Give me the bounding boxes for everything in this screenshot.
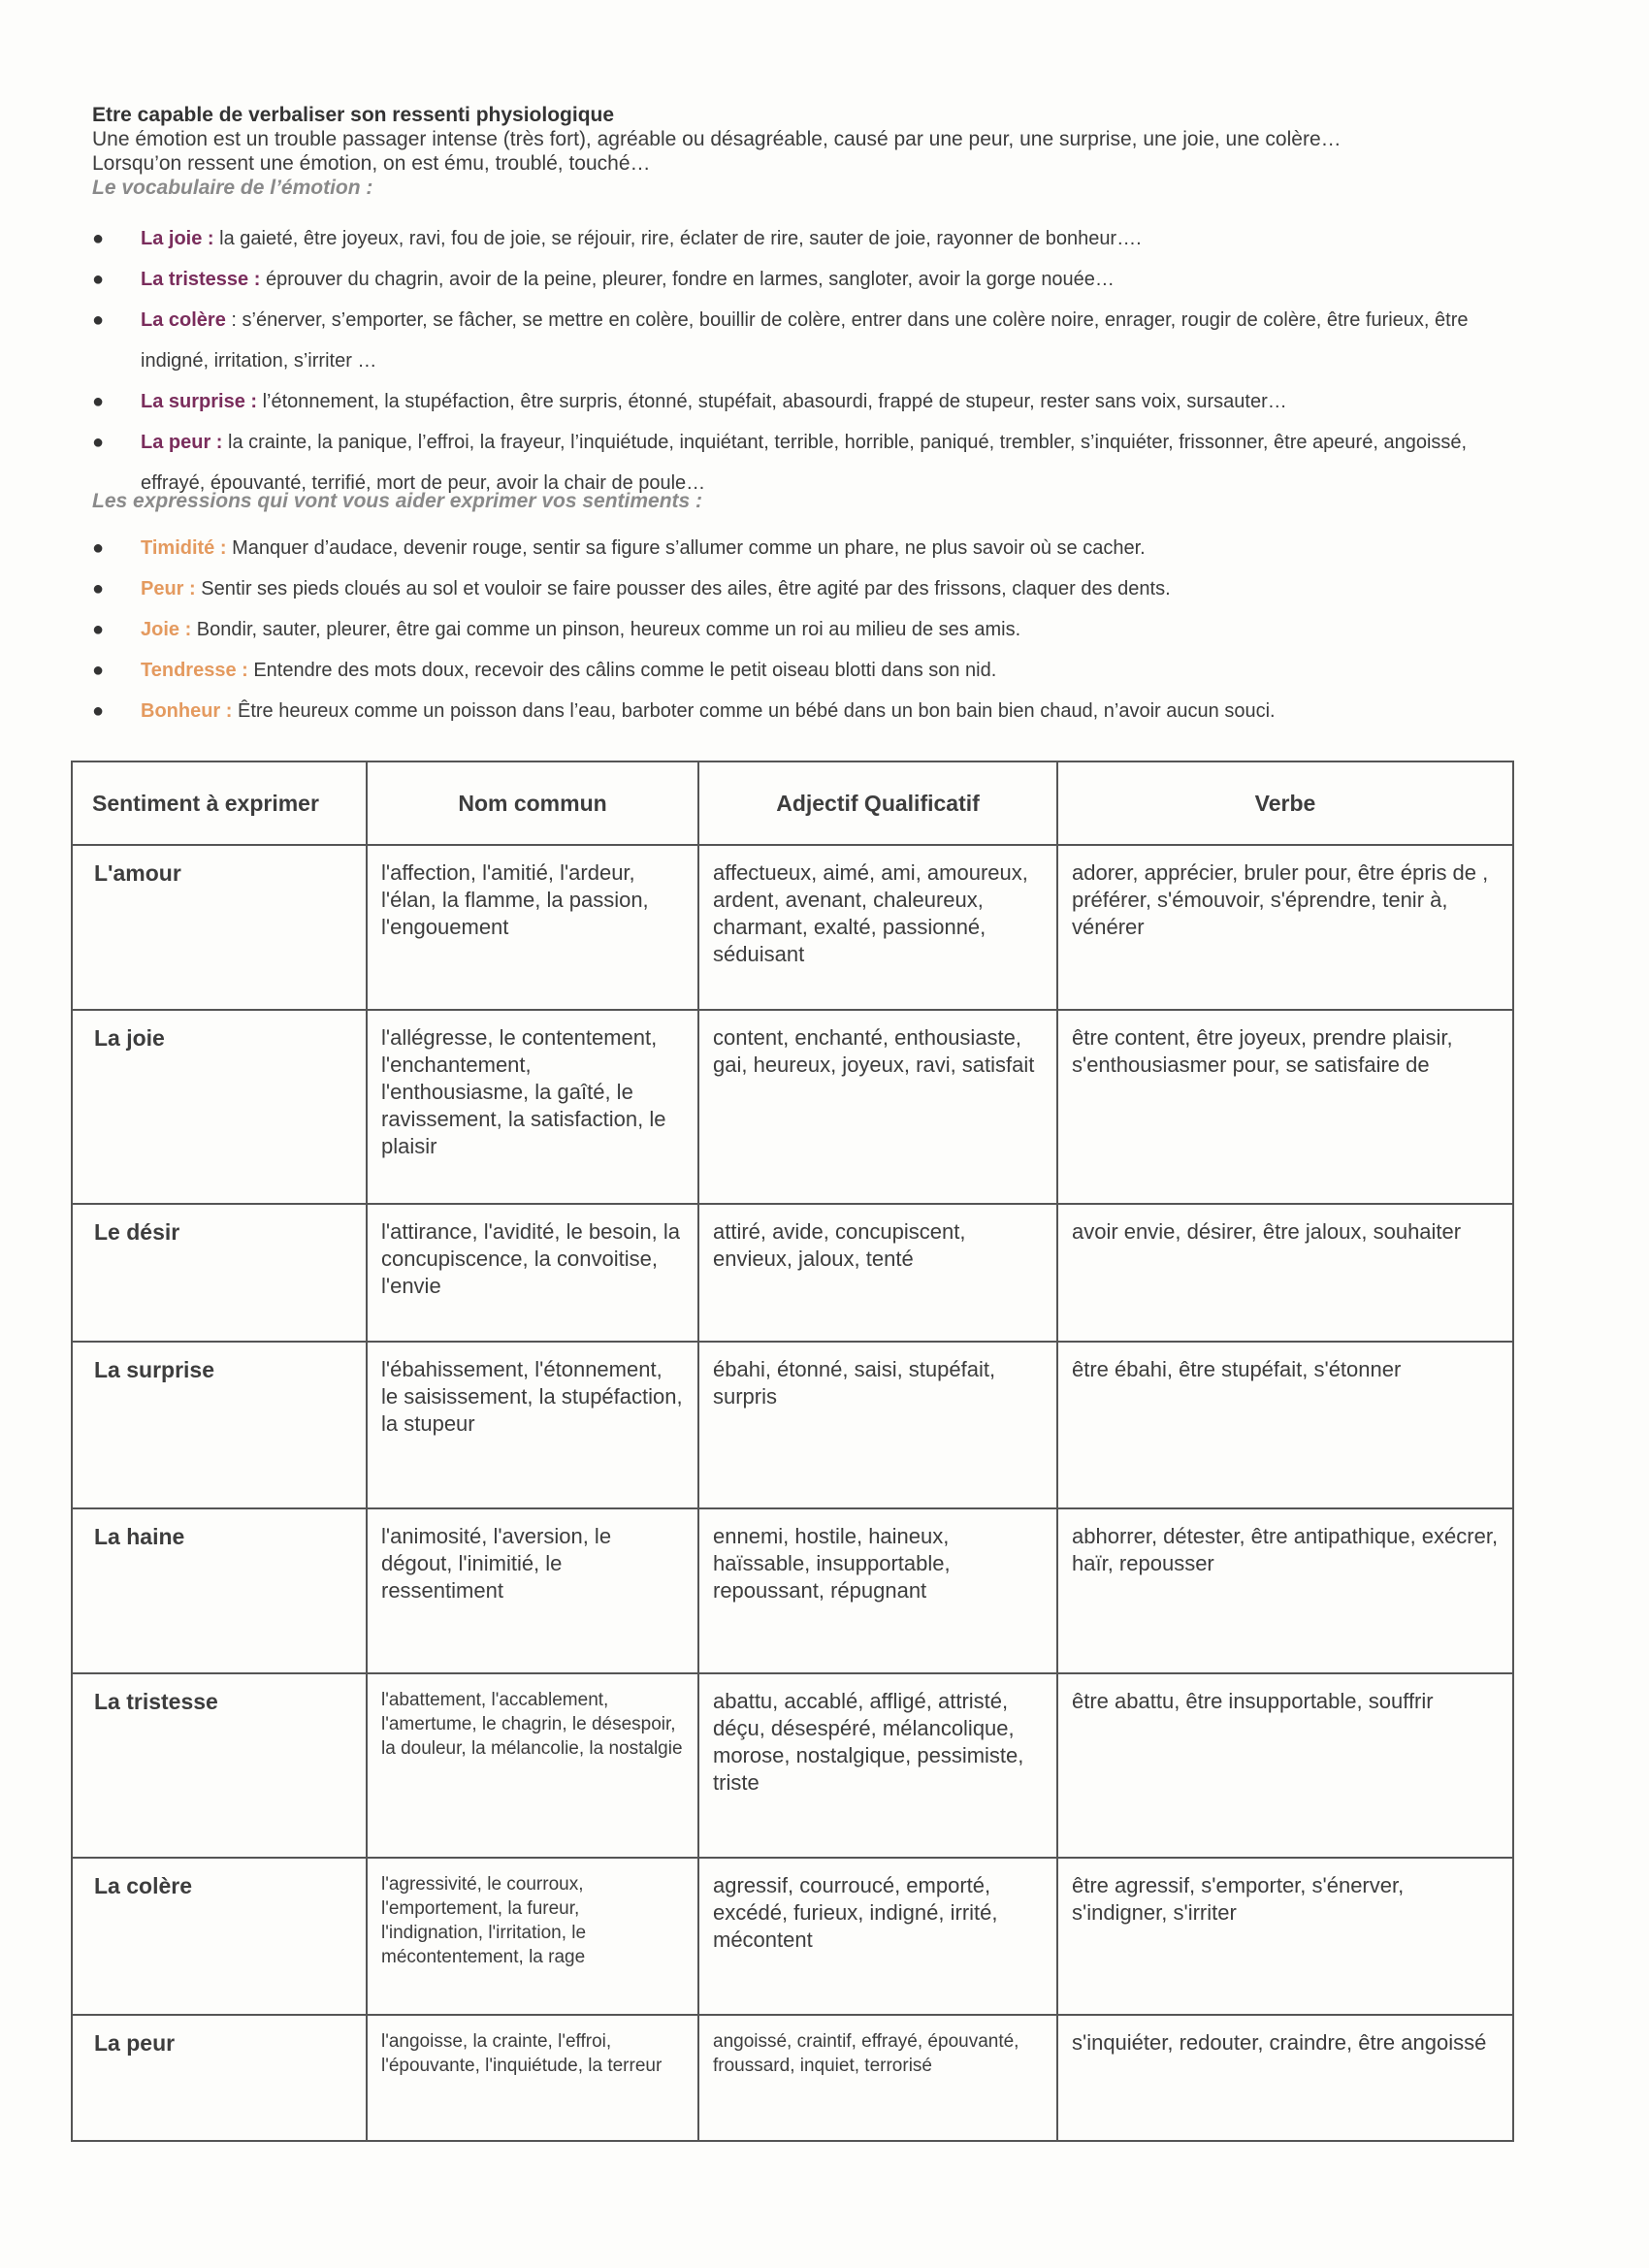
verbe-cell: avoir envie, désirer, être jaloux, souhaiter: [1057, 1204, 1513, 1342]
bullet-icon: ●: [92, 269, 105, 290]
adjectif-cell: content, enchanté, enthousiaste, gai, heureux, joyeux, ravi, satisfait: [698, 1010, 1057, 1204]
table-row: [72, 845, 1513, 1010]
expressions-heading: Les expressions qui vont vous aider exprimer vos sentiments :: [92, 490, 703, 512]
table-row: [72, 1010, 1513, 1204]
table-row: [72, 1673, 1513, 1858]
bullet-icon: ●: [92, 578, 105, 599]
bullet-icon: ●: [92, 537, 105, 559]
verbe-cell: être abattu, être insupportable, souffrir: [1057, 1673, 1513, 1858]
list-item: ● La colère : s’énerver, s’emporter, se fâcher, se mettre en colère, bouillir de colère, entrer dans une colère noire, enrager, rougir de colère, être furieux, être indigné, irritation, s’irriter …: [92, 300, 1528, 381]
list-item: ● La peur : la crainte, la panique, l’effroi, la frayeur, l’inquiétude, inquiétant, terrible, horrible, paniqué, trembler, s’inquiéter, frissonner, être apeuré, angoissé, effrayé, épouvanté, terrifié, mort de peur, avoir la chair de poule…: [92, 422, 1528, 503]
sentiment-cell: La haine: [72, 1508, 367, 1673]
column-header: Adjectif Qualificatif: [698, 761, 1057, 845]
bullet-icon: ●: [92, 700, 105, 722]
verbe-cell: adorer, apprécier, bruler pour, être épris de , préférer, s'émouvoir, s'éprendre, tenir à, vénérer: [1057, 845, 1513, 1010]
list-item: ● Joie : Bondir, sauter, pleurer, être gai comme un pinson, heureux comme un roi au milieu de ses amis.: [92, 609, 1528, 650]
adjectif-cell: angoissé, craintif, effrayé, épouvanté, froussard, inquiet, terrorisé: [698, 2015, 1057, 2141]
nom-cell: l'ébahissement, l'étonnement, le saisissement, la stupéfaction, la stupeur: [367, 1342, 698, 1508]
adjectif-cell: attiré, avide, concupiscent, envieux, jaloux, tenté: [698, 1204, 1057, 1342]
list-item: ● Peur : Sentir ses pieds cloués au sol et vouloir se faire pousser des ailes, être agité par des frissons, claquer des dents.: [92, 568, 1528, 609]
bullet-icon: ●: [92, 432, 105, 453]
table-row: [72, 1342, 1513, 1508]
table-row: [72, 1858, 1513, 2015]
table-header-row: [72, 761, 1513, 845]
adjectif-cell: agressif, courroucé, emporté, excédé, furieux, indigné, irrité, mécontent: [698, 1858, 1057, 2015]
column-header: Nom commun: [367, 761, 698, 845]
verbe-cell: abhorrer, détester, être antipathique, exécrer, haïr, repousser: [1057, 1508, 1513, 1673]
adjectif-cell: abattu, accablé, affligé, attristé, déçu, désespéré, mélancolique, morose, nostalgique, pessimiste, triste: [698, 1673, 1057, 1858]
bullet-icon: ●: [92, 619, 105, 640]
adjectif-cell: affectueux, aimé, ami, amoureux, ardent, avenant, chaleureux, charmant, exalté, passionné, séduisant: [698, 845, 1057, 1010]
intro-block: [92, 103, 1547, 200]
nom-cell: l'animosité, l'aversion, le dégout, l'inimitié, le ressentiment: [367, 1508, 698, 1673]
table-row: [72, 1508, 1513, 1673]
table-row: [72, 2015, 1513, 2141]
list-item: ● Tendresse : Entendre des mots doux, recevoir des câlins comme le petit oiseau blotti dans son nid.: [92, 650, 1528, 691]
verbe-cell: être content, être joyeux, prendre plaisir, s'enthousiasmer pour, se satisfaire de: [1057, 1010, 1513, 1204]
list-item: ● Timidité : Manquer d’audace, devenir rouge, sentir sa figure s’allumer comme un phare, ne plus savoir où se cacher.: [92, 528, 1528, 568]
bullet-icon: ●: [92, 228, 105, 249]
sentiment-cell: La tristesse: [72, 1673, 367, 1858]
nom-cell: l'allégresse, le contentement, l'enchantement, l'enthousiasme, la gaîté, le ravissement, la satisfaction, le plaisir: [367, 1010, 698, 1204]
adjectif-cell: ébahi, étonné, saisi, stupéfait, surpris: [698, 1342, 1057, 1508]
emotion-vocabulary-table: [71, 761, 1514, 2142]
nom-cell: l'angoisse, la crainte, l'effroi, l'épouvante, l'inquiétude, la terreur: [367, 2015, 698, 2141]
nom-cell: l'attirance, l'avidité, le besoin, la concupiscence, la convoitise, l'envie: [367, 1204, 698, 1342]
list-item: ● La surprise : l’étonnement, la stupéfaction, être surpris, étonné, stupéfait, abasourdi, frappé de stupeur, rester sans voix, sursauter…: [92, 381, 1528, 422]
verbe-cell: être agressif, s'emporter, s'énerver, s'indigner, s'irriter: [1057, 1858, 1513, 2015]
sentiment-cell: L'amour: [72, 845, 367, 1010]
nom-cell: l'affection, l'amitié, l'ardeur, l'élan, la flamme, la passion, l'engouement: [367, 845, 698, 1010]
intro-line-1: Une émotion est un trouble passager intense (très fort), agréable ou désagréable, causé par une peur, une surprise, une joie, une colère…: [92, 128, 1342, 150]
bullet-icon: ●: [92, 660, 105, 681]
table-row: [72, 1204, 1513, 1342]
adjectif-cell: ennemi, hostile, haineux, haïssable, insupportable, repoussant, répugnant: [698, 1508, 1057, 1673]
verbe-cell: être ébahi, être stupéfait, s'étonner: [1057, 1342, 1513, 1508]
nom-cell: l'agressivité, le courroux, l'emportement, la fureur, l'indignation, l'irritation, le mécontentement, la rage: [367, 1858, 698, 2015]
sentiment-cell: Le désir: [72, 1204, 367, 1342]
column-header: Verbe: [1057, 761, 1513, 845]
list-item: ● La joie : la gaieté, être joyeux, ravi, fou de joie, se réjouir, rire, éclater de rire, sauter de joie, rayonner de bonheur….: [92, 218, 1528, 259]
expressions-list: [92, 528, 1528, 731]
bullet-icon: ●: [92, 391, 105, 412]
document-title: Etre capable de verbaliser son ressenti physiologique: [92, 104, 615, 126]
column-header: Sentiment à exprimer: [72, 761, 367, 845]
vocabulary-heading: Le vocabulaire de l’émotion :: [92, 177, 373, 199]
verbe-cell: s'inquiéter, redouter, craindre, être angoissé: [1057, 2015, 1513, 2141]
bullet-icon: ●: [92, 309, 105, 331]
sentiment-cell: La surprise: [72, 1342, 367, 1508]
list-item: ● Bonheur : Être heureux comme un poisson dans l’eau, barboter comme un bébé dans un bon bain bien chaud, n’avoir aucun souci.: [92, 691, 1528, 731]
sentiment-cell: La joie: [72, 1010, 367, 1204]
vocabulary-list: [92, 218, 1528, 503]
sentiment-cell: La peur: [72, 2015, 367, 2141]
sentiment-cell: La colère: [72, 1858, 367, 2015]
intro-line-2: Lorsqu’on ressent une émotion, on est ému, troublé, touché…: [92, 152, 651, 175]
list-item: ● La tristesse : éprouver du chagrin, avoir de la peine, pleurer, fondre en larmes, sangloter, avoir la gorge nouée…: [92, 259, 1528, 300]
nom-cell: l'abattement, l'accablement, l'amertume, le chagrin, le désespoir, la douleur, la mélancolie, la nostalgie: [367, 1673, 698, 1858]
